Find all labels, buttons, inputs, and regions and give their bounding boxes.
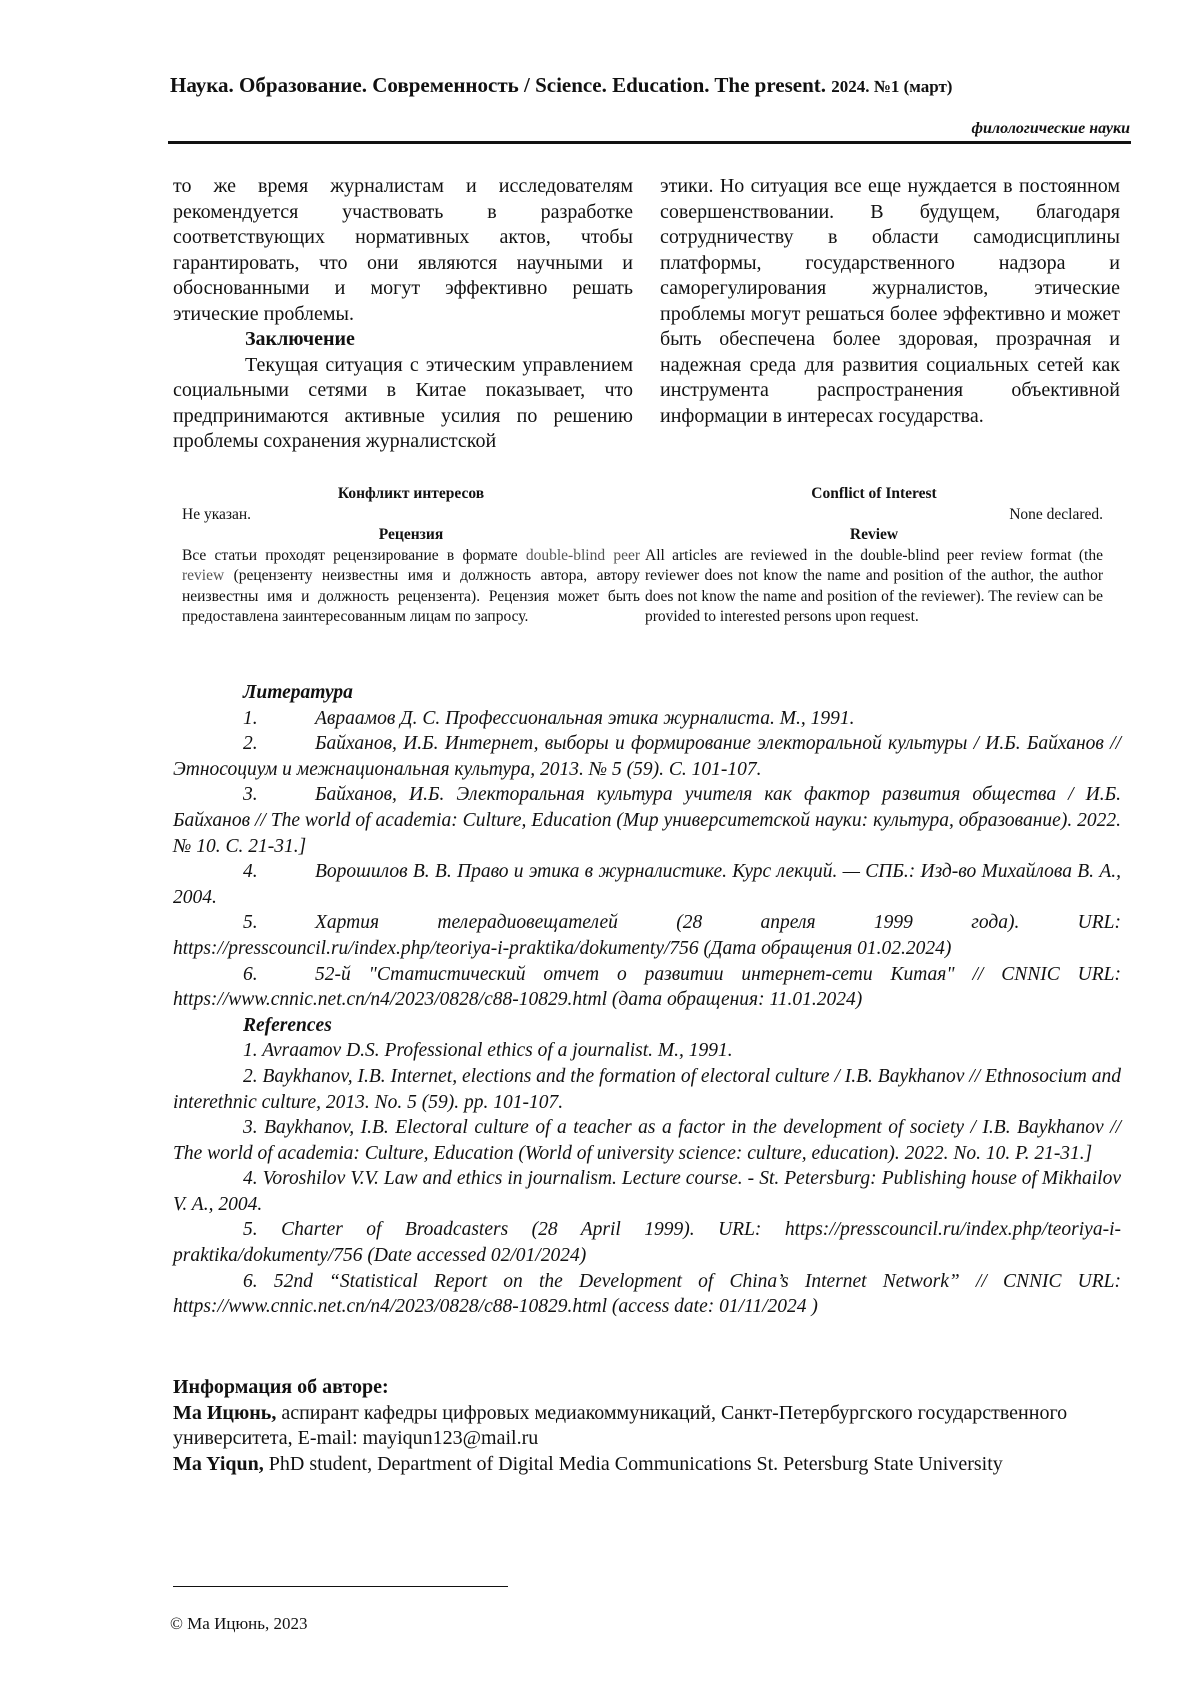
review-text-en: All articles are reviewed in the double-blind peer review format (the reviewer does not know the name and position of the author, the author does not know the name and position of the reviewer). The review can be provided to interested persons upon request.	[645, 546, 1103, 625]
bibliography	[173, 680, 1121, 1320]
statement-block-ru	[182, 484, 640, 628]
item-text: Ворошилов В. В. Право и этика в журналистике. Курс лекций. — СПБ.: Изд-во Михайлова В. А., 2004.	[173, 861, 1121, 908]
journal-header	[170, 72, 1130, 100]
section-label: филологические науки	[971, 120, 1130, 137]
item-text: 52-й "Статистический отчет о развитии интернет-сети Китая" // CNNIC URL: https://www.cnnic.net.cn/n4/2023/0828/c88-10829.html (дата обращения: 11.01.2024)	[173, 963, 1121, 1011]
references-heading: References	[243, 1014, 332, 1036]
literature-item	[173, 731, 1121, 782]
conclusion-heading: Заключение	[245, 328, 355, 350]
review-text-part: (рецензенту неизвестны имя и должность автора, автору неизвестны имя и должность рецензента). Рецензия может быть предоставлена заинтересованным лицам по запросу.	[182, 567, 640, 625]
literature-heading: Литература	[243, 682, 353, 703]
author-info	[173, 1375, 1121, 1477]
review-text-part: Все статьи проходят рецензирование в формате	[182, 546, 526, 564]
literature-item	[173, 962, 1121, 1013]
author-en	[173, 1452, 1121, 1478]
author-name-ru: Ма Ицюнь,	[173, 1401, 277, 1424]
body-column-left	[173, 174, 633, 455]
reference-item: 1. Avraamov D.S. Professional ethics of a journalist. M., 1991.	[243, 1040, 733, 1062]
reference-item: 6. 52nd “Statistical Report on the Development of China’s Internet Network” // CNNIC URL: https://www.cnnic.net.cn/n4/2023/0828/c88-10829.html (access date: 01/11/2024 )	[173, 1270, 1121, 1318]
reference-item: 5. Charter of Broadcasters (28 April 1999). URL: https://presscouncil.ru/index.php/teoriya-i-praktika/dokumenty/756 (Date accessed 02/01/2024)	[173, 1219, 1121, 1267]
author-info-heading: Информация об авторе:	[173, 1376, 389, 1398]
reference-item: 4. Voroshilov V.V. Law and ethics in journalism. Lecture course. - St. Petersburg: Publishing house of Mikhailov V. A., 2004.	[173, 1168, 1121, 1215]
body-paragraph: этики. Но ситуация все еще нуждается в постоянном совершенствовании. В будущем, благодаря сотрудничеству в области самодисциплины платформы, государственного надзора и саморегулирования журналистов, этические проблемы могут решаться более эффективно и может быть обеспечена более здоровая, прозрачная и надежная среда для развития социальных сетей как инструмента распространения объективной информации в интересах государства.	[660, 175, 1120, 427]
review-format-highlight: double-blind peer review	[182, 546, 640, 584]
review-title-ru: Рецензия	[378, 526, 444, 543]
item-number: 1.	[243, 707, 258, 729]
item-number: 3.	[243, 784, 258, 806]
literature-item	[173, 859, 1121, 910]
literature-item	[173, 910, 1121, 961]
reference-item: 2. Baykhanov, I.B. Internet, elections and the formation of electoral culture / I.B. Baykhanov // Ethnosocium and interethnic culture, 2013. No. 5 (59). pp. 101-107.	[173, 1065, 1121, 1113]
author-name-en: Ma Yiqun,	[173, 1452, 264, 1475]
item-number: 2.	[243, 733, 258, 755]
body-column-right	[660, 174, 1120, 429]
body-paragraph: то же время журналистам и исследователям рекомендуется участвовать в разработке соответствующих нормативных актов, чтобы гарантировать, что они являются научными и обоснованными и могут эффективно решать этические проблемы.	[173, 175, 633, 325]
conflict-title-en: Conflict of Interest	[811, 485, 937, 502]
review-title-en: Review	[849, 526, 899, 543]
item-text: Байханов, И.Б. Электоральная культура учителя как фактор развития общества / И.Б. Байханов // The world of academia: Culture, Education (Мир университетской науки: культура, образование). 2022. № 10. С. 21-31.]	[173, 784, 1121, 857]
conflict-text-en: None declared.	[1009, 505, 1103, 523]
item-text: Авраамов Д. С. Профессиональная этика журналиста. М., 1991.	[315, 707, 855, 729]
literature-item	[173, 782, 1121, 859]
item-text: Хартия телерадиовещателей (28 апреля 1999 года). URL: https://presscouncil.ru/index.php/teoriya-i-praktika/dokumenty/756 (Дата обращения 01.02.2024)	[173, 912, 1121, 959]
body-paragraph: Текущая ситуация с этическим управлением социальными сетями в Китае показывает, что предпринимаются активные усилия по решению проблемы сохранения журналистской	[173, 353, 633, 452]
footnote-rule	[173, 1586, 508, 1587]
author-affiliation-ru: аспирант кафедры цифровых медиакоммуникаций, Санкт-Петербургского государственного университета, E-mail: mayiqun123@mail.ru	[173, 1401, 1068, 1449]
copyright-note: © Ма Ицюнь, 2023	[170, 1614, 308, 1633]
author-ru	[173, 1401, 1121, 1452]
conflict-text-ru: Не указан.	[182, 505, 252, 523]
item-number: 6.	[243, 963, 258, 985]
author-affiliation-en: PhD student, Department of Digital Media Communications St. Petersburg State University	[263, 1452, 1003, 1475]
item-text: Байханов, И.Б. Интернет, выборы и формирование электоральной культуры / И.Б. Байханов // Этносоциум и межнациональная культура, 2013. № 5 (59). С. 101-107.	[173, 733, 1121, 780]
conflict-title-ru: Конфликт интересов	[337, 485, 485, 502]
header-rule	[168, 141, 1131, 144]
review-text-ru	[182, 546, 640, 628]
item-number: 5.	[243, 912, 258, 934]
reference-item: 3. Baykhanov, I.B. Electoral culture of a teacher as a factor in the development of society / I.B. Baykhanov // The world of academia: Culture, Education (World of university science: culture, education). 2022. No. 10. P. 21-31.]	[173, 1117, 1121, 1164]
item-number: 4.	[243, 861, 258, 883]
journal-title: Наука. Образование. Современность / Science. Education. The present.	[170, 73, 827, 97]
literature-item	[173, 706, 1121, 732]
statement-block-en	[645, 484, 1103, 628]
journal-issue: 2024. №1 (март)	[831, 77, 953, 96]
